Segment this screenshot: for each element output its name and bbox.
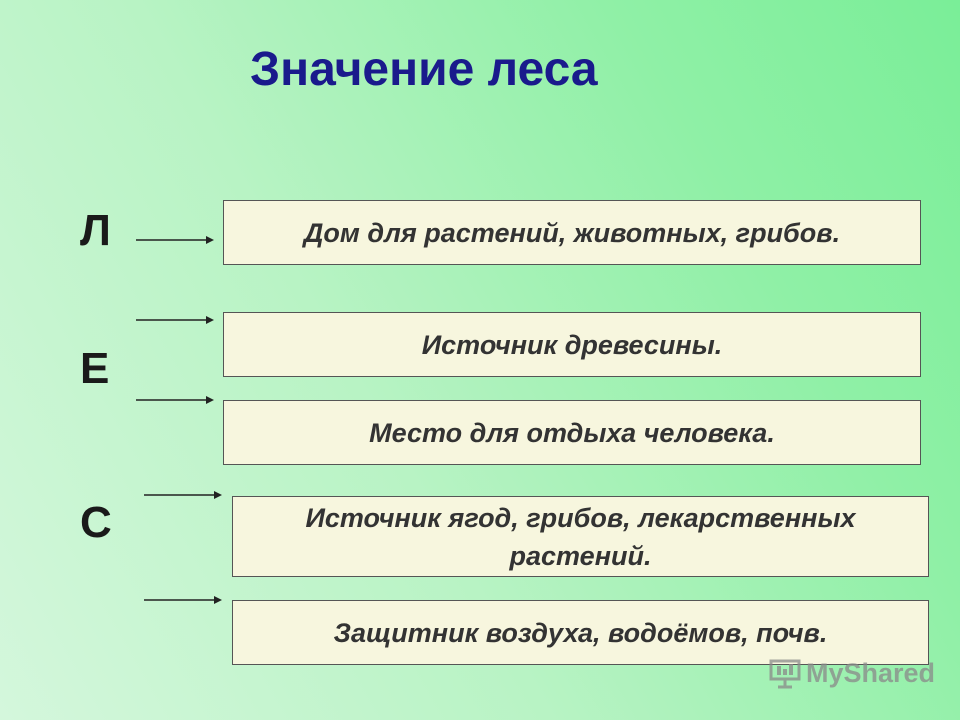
item-box-home: Дом для растений, животных, грибов. xyxy=(223,200,921,265)
slide-title: Значение леса xyxy=(250,43,598,96)
presentation-icon xyxy=(768,656,802,690)
letter-e: Е xyxy=(80,344,110,393)
watermark xyxy=(768,656,935,690)
arrow-1 xyxy=(136,234,216,246)
letter-l: Л xyxy=(80,206,111,255)
item-box-rest: Место для отдыха человека. xyxy=(223,400,921,465)
arrow-2 xyxy=(136,314,216,326)
arrow-5 xyxy=(144,594,224,606)
watermark-text: MyShared xyxy=(806,657,936,688)
item-box-wood: Источник древесины. xyxy=(223,312,921,377)
letter-s: С xyxy=(80,498,112,547)
arrow-4 xyxy=(144,489,224,501)
item-box-protector: Защитник воздуха, водоёмов, почв. xyxy=(232,600,929,665)
item-box-berries: Источник ягод, грибов, лекарственных растений. xyxy=(232,496,929,577)
arrow-3 xyxy=(136,394,216,406)
